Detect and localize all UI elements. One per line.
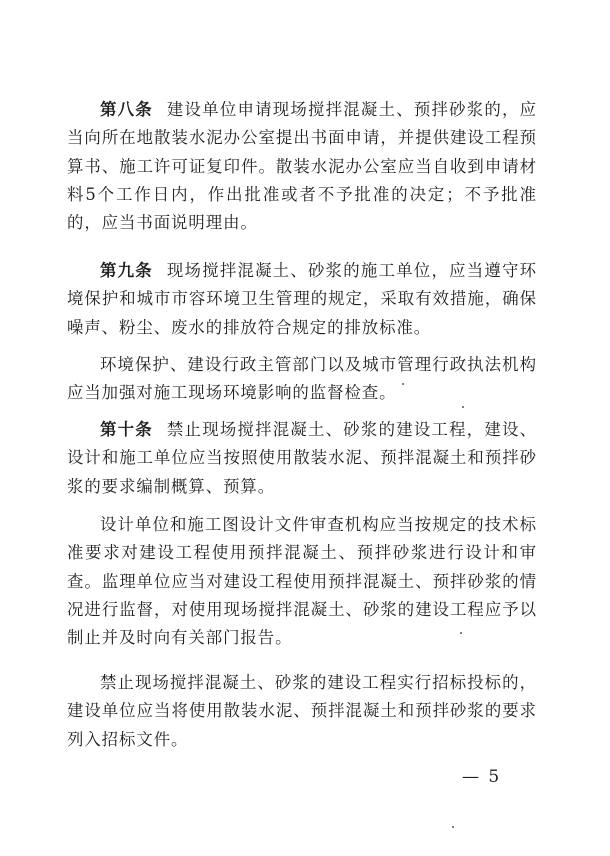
scan-speck: [460, 632, 462, 634]
article-10-clause-3: [67, 669, 537, 754]
article-9-text: 现场搅拌混凝土、砂浆的施工单位，应当遵守环境保护和城市市容环境卫生管理的规定，采取有效措施，确保噪声、粉尘、废水的排放符合规定的排放标准。: [67, 261, 537, 337]
article-8-paragraph: [67, 96, 537, 237]
article-8-text: 建设单位申请现场搅拌混凝土、预拌砂浆的，应当向所在地散装水泥办公室提出书面申请，并提供建设工程预算书、施工许可证复印件。散装水泥办公室应当自收到申请材料5个工作日内，作出批准或者不予批准的决定；不予批准的，应当书面说明理由。: [67, 100, 537, 233]
article-10-paragraph: [67, 416, 537, 501]
scan-speck: [462, 406, 464, 408]
article-10-clause-3-text: 禁止现场搅拌混凝土、砂浆的建设工程实行招标投标的，建设单位应当将使用散装水泥、预拌混凝土和预拌砂浆的要求列入招标文件。: [67, 673, 537, 749]
article-10-clause-2-text: 设计单位和施工图设计文件审查机构应当按规定的技术标准要求对建设工程使用预拌混凝土、预拌砂浆进行设计和审查。监理单位应当对建设工程使用预拌混凝土、预拌砂浆的情况进行监督，对使用现场搅拌混凝土、砂浆的建设工程应予以制止并及时向有关部门报告。: [67, 515, 537, 648]
scan-speck: [452, 826, 454, 828]
article-10-clause-2: [67, 511, 537, 652]
article-9-clause-2-text: 环境保护、建设行政主管部门以及城市管理行政执法机构应当加强对施工现场环境影响的监督检查。: [67, 355, 537, 403]
scan-speck: [402, 383, 404, 385]
page-number: — 5: [462, 767, 502, 787]
article-10-text: 禁止现场搅拌混凝土、砂浆的建设工程，建设、设计和施工单位应当按照使用散装水泥、预拌混凝土和预拌砂浆的要求编制概算、预算。: [67, 420, 537, 496]
article-8-number: 第八条: [100, 100, 153, 119]
article-9-number: 第九条: [100, 261, 153, 280]
article-10-number: 第十条: [100, 420, 153, 439]
article-9-paragraph: [67, 257, 537, 342]
article-9-clause-2: [67, 351, 537, 408]
